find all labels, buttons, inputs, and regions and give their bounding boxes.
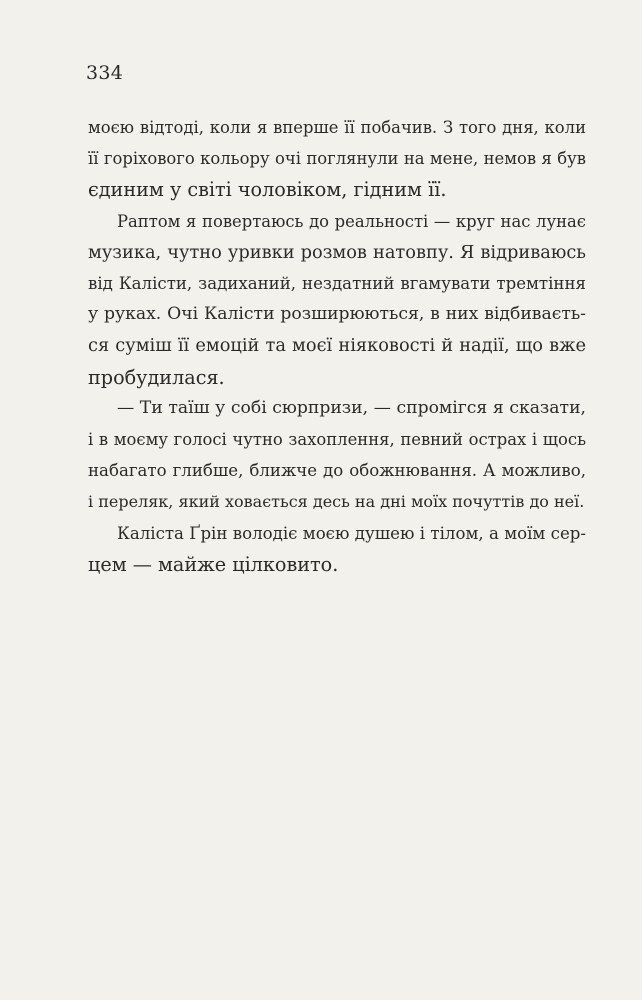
- text-line: від Калісти, задиханий, нездатний вгамувати тремтіння: [88, 274, 586, 294]
- paragraph-1: [88, 112, 586, 206]
- paragraph-3: [88, 393, 586, 518]
- text-line: моєю відтоді, коли я вперше її побачив. З того дня, коли: [88, 118, 586, 137]
- text-line: Раптом я повертаюсь до реальності — круг нас лунає: [117, 211, 586, 231]
- text-line: ся суміш її емоцій та моєї ніяковості й надії, що вже: [88, 335, 586, 357]
- text-line: і в моєму голосі чутно захоплення, певний острах і щось: [88, 430, 586, 450]
- text-line: Каліста Ґрін володіє моєю душею і тілом, а моїм сер-: [117, 523, 586, 543]
- text-line: музика, чутно уривки розмов натовпу. Я відриваюсь: [88, 241, 586, 263]
- text-line: у руках. Очі Калісти розширюються, в них відбиваєть-: [88, 304, 586, 325]
- text-line: її горіхового кольору очі поглянули на мене, немов я був: [88, 149, 586, 169]
- paragraph-4: [88, 518, 586, 580]
- text-line: і переляк, який ховається десь на дні моїх почуттів до неї.: [88, 492, 585, 512]
- paragraph-2: [88, 206, 586, 393]
- text-line: цем — майже цілковито.: [88, 552, 339, 576]
- text-line: єдиним у світі чоловіком, гідним її.: [88, 178, 447, 202]
- text-line: набагато глибше, ближче до обожнювання. А можливо,: [88, 461, 586, 481]
- text-line: — Ти таїш у собі сюрпризи, — спромігся я сказати,: [117, 397, 586, 418]
- body-text: [88, 112, 586, 580]
- text-line: пробудилася.: [88, 365, 225, 389]
- page-number: 334: [86, 62, 124, 84]
